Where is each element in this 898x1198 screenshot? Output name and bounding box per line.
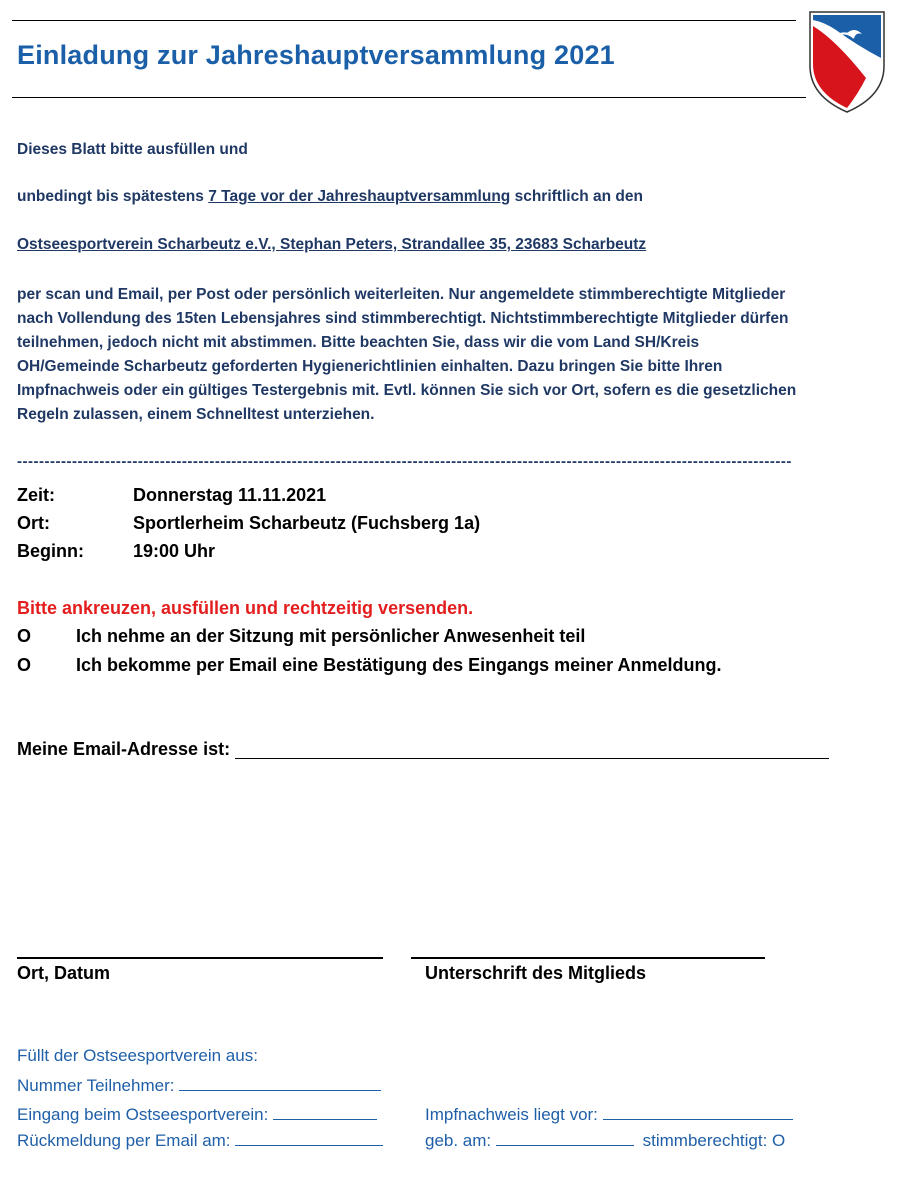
top-rule [12,20,796,21]
paragraph-line: Regeln zulassen, einem Schnelltest unterziehen. [17,406,375,423]
title-rule [12,97,806,98]
receipt-label: Eingang beim Ostseesportverein: [17,1105,269,1124]
event-label-start: Beginn: [17,541,84,561]
event-value-place: Sportlerheim Scharbeutz (Fuchsberg 1a) [133,513,481,533]
place-date-label: Ort, Datum [17,963,111,983]
event-label-place: Ort: [17,513,50,533]
office-heading: Füllt der Ostseesportverein aus: [17,1046,258,1065]
email-confirmation-option-label: Ich bekomme per Email eine Bestätigung des Eingangs meiner Anmeldung. [76,655,722,675]
club-crest-icon [806,8,888,116]
attendance-checkbox[interactable]: O [17,626,32,646]
form-instruction: Bitte ankreuzen, ausfüllen und rechtzeitig versenden. [17,598,474,618]
participant-number-label: Nummer Teilnehmer: [17,1076,175,1095]
email-row [17,738,829,760]
member-signature-label: Unterschrift des Mitglieds [425,963,647,983]
event-value-start: 19:00 Uhr [133,541,216,561]
paragraph-line: Impfnachweis oder ein gültiges Testergebnis mit. Evtl. können Sie sich vor Ort, sofern es die gesetzlichen [17,382,797,399]
paragraph-line: OH/Gemeinde Scharbeutz geforderten Hygienerichtlinien einhalten. Dazu bringen Sie bitte Ihren [17,358,723,375]
born-field[interactable] [496,1131,634,1146]
club-address: Ostseesportverein Scharbeutz e.V., Stephan Peters, Strandallee 35, 23683 Scharbeutz [17,236,647,253]
intro-paragraph [17,283,885,427]
paragraph-line: nach Vollendung des 15ten Lebensjahres sind stimmberechtigt. Nichtstimmberechtigte Mitglieder dürfen [17,310,789,327]
deadline-text: 7 Tage vor der Jahreshauptversammlung [208,188,511,205]
receipt-field[interactable] [273,1105,377,1120]
page-title: Einladung zur Jahreshauptversammlung 2021 [17,40,615,70]
born-label: geb. am: [425,1131,492,1150]
email-confirmation-checkbox[interactable]: O [17,655,32,675]
vaccination-field[interactable] [603,1105,793,1120]
event-label-time: Zeit: [17,485,55,505]
attendance-option-label: Ich nehme an der Sitzung mit persönlicher Anwesenheit teil [76,626,586,646]
intro-line-2 [17,188,643,206]
dashed-separator: --------------------------------------------------------------------------------------------------------------------------------------------- [17,453,792,470]
participant-number-row [17,1076,381,1096]
intro-line-2-pre: unbedingt bis spätestens [17,188,209,205]
intro-line-1: Dieses Blatt bitte ausfüllen und [17,141,248,158]
voting-label[interactable]: stimmberechtigt: O [642,1131,786,1150]
reply-field[interactable] [235,1131,383,1146]
intro-line-2-post: schriftlich an den [510,188,643,205]
event-value-time: Donnerstag 11.11.2021 [133,485,327,505]
receipt-row [17,1105,377,1125]
place-date-signature-line[interactable] [17,957,383,959]
email-field[interactable] [235,738,829,759]
paragraph-line: teilnehmen, jedoch nicht mit abstimmen. Bitte beachten Sie, dass wir die vom Land SH/Kreis [17,334,700,351]
vaccination-label: Impfnachweis liegt vor: [425,1105,598,1124]
reply-row [17,1131,383,1151]
member-signature-line[interactable] [411,957,765,959]
email-label: Meine Email-Adresse ist: [17,739,231,759]
born-row [425,1131,785,1151]
paragraph-line: per scan und Email, per Post oder persönlich weiterleiten. Nur angemeldete stimmberechtigte Mitglieder [17,286,786,303]
reply-label: Rückmeldung per Email am: [17,1131,231,1150]
participant-number-field[interactable] [179,1076,381,1091]
vaccination-row [425,1105,793,1125]
